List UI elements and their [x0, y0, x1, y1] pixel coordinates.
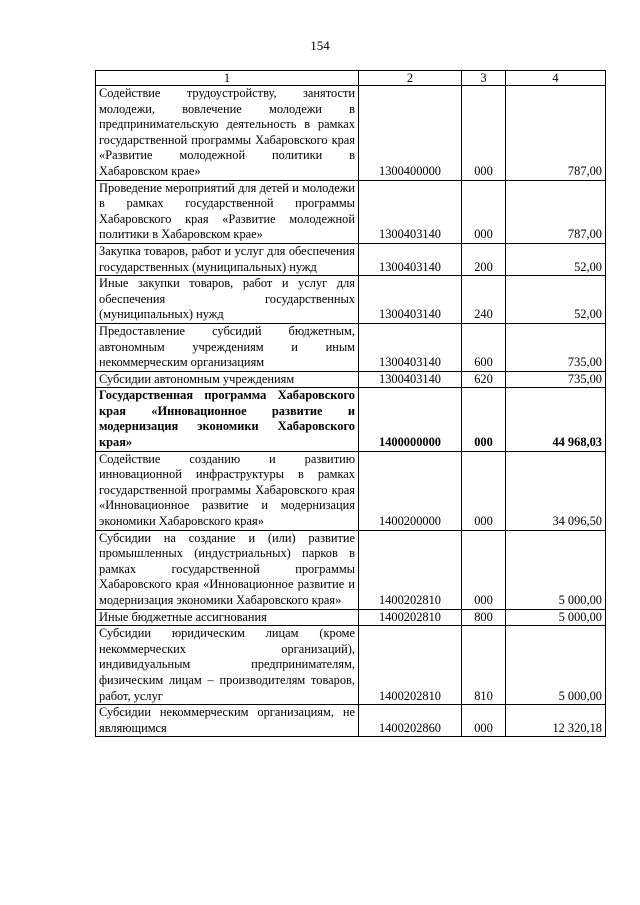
row-sum-cell: 787,00	[506, 180, 606, 243]
row-name-cell: Иные бюджетные ассигнования	[96, 609, 359, 626]
row-sum-cell: 12 320,18	[506, 705, 606, 737]
header-col-1: 1	[96, 71, 359, 86]
table-row	[96, 626, 606, 705]
row-sum-cell: 5 000,00	[506, 530, 606, 609]
row-name-cell: Иные закупки товаров, работ и услуг для обеспечения государственных (муниципальных) нужд	[96, 276, 359, 324]
row-type-cell: 600	[462, 323, 506, 371]
row-type-cell: 620	[462, 371, 506, 388]
row-code-cell: 1400202810	[359, 609, 462, 626]
table-row	[96, 451, 606, 530]
row-type-cell: 000	[462, 388, 506, 451]
row-type-cell: 810	[462, 626, 506, 705]
row-code-cell: 1400200000	[359, 451, 462, 530]
row-code-cell: 1300403140	[359, 180, 462, 243]
header-col-3: 3	[462, 71, 506, 86]
table-row	[96, 323, 606, 371]
row-name-cell: Субсидии юридическим лицам (кроме некоммерческих организаций), индивидуальным предпринимателям, физическим лицам – производителям товаров, работ, услуг	[96, 626, 359, 705]
table-header-row	[96, 71, 606, 86]
row-type-cell: 200	[462, 243, 506, 275]
header-col-2: 2	[359, 71, 462, 86]
row-code-cell: 1400202810	[359, 626, 462, 705]
header-col-4: 4	[506, 71, 606, 86]
row-name-cell: Субсидии на создание и (или) развитие промышленных (индустриальных) парков в рамках государственной программы Хабаровского края «Инновационное развитие и модернизация экономики Хабаровского края»	[96, 530, 359, 609]
row-code-cell: 1300403140	[359, 276, 462, 324]
table-row	[96, 530, 606, 609]
budget-table	[95, 70, 606, 737]
row-sum-cell: 34 096,50	[506, 451, 606, 530]
row-name-cell: Содействие созданию и развитию инновационной инфраструктуры в рамках государственной программы Хабаровского края «Инновационное развитие и модернизация экономики Хабаровского края»	[96, 451, 359, 530]
table-row	[96, 276, 606, 324]
row-name-cell: Содействие трудоустройству, занятости молодежи, вовлечение молодежи в предпринимательскую деятельность в рамках государственной программы Хабаровского края «Развитие молодежной политики в Хабаровском крае»	[96, 86, 359, 181]
row-type-cell: 800	[462, 609, 506, 626]
row-code-cell: 1400202860	[359, 705, 462, 737]
row-sum-cell: 44 968,03	[506, 388, 606, 451]
row-name-cell: Проведение мероприятий для детей и молодежи в рамках государственной программы Хабаровского края «Развитие молодежной политики в Хабаровском крае»	[96, 180, 359, 243]
row-name-cell: Предоставление субсидий бюджетным, автономным учреждениям и иным некоммерческим организациям	[96, 323, 359, 371]
table-row	[96, 609, 606, 626]
page-number: 154	[310, 38, 330, 53]
row-sum-cell: 735,00	[506, 371, 606, 388]
row-name-cell: Субсидии некоммерческим организациям, не являющимся	[96, 705, 359, 737]
row-type-cell: 000	[462, 530, 506, 609]
row-code-cell: 1300400000	[359, 86, 462, 181]
table-row	[96, 243, 606, 275]
row-code-cell: 1400202810	[359, 530, 462, 609]
row-sum-cell: 52,00	[506, 243, 606, 275]
table-row	[96, 86, 606, 181]
table-row	[96, 371, 606, 388]
row-name-cell: Государственная программа Хабаровского края «Инновационное развитие и модернизация экономики Хабаровского края»	[96, 388, 359, 451]
row-sum-cell: 52,00	[506, 276, 606, 324]
table-body	[96, 86, 606, 737]
row-name-cell: Закупка товаров, работ и услуг для обеспечения государственных (муниципальных) нужд	[96, 243, 359, 275]
row-type-cell: 000	[462, 86, 506, 181]
row-type-cell: 000	[462, 705, 506, 737]
row-sum-cell: 787,00	[506, 86, 606, 181]
row-sum-cell: 5 000,00	[506, 609, 606, 626]
row-type-cell: 240	[462, 276, 506, 324]
row-code-cell: 1400000000	[359, 388, 462, 451]
table-row	[96, 180, 606, 243]
table-row	[96, 705, 606, 737]
row-code-cell: 1300403140	[359, 323, 462, 371]
row-sum-cell: 735,00	[506, 323, 606, 371]
row-name-cell: Субсидии автономным учреждениям	[96, 371, 359, 388]
row-type-cell: 000	[462, 180, 506, 243]
row-type-cell: 000	[462, 451, 506, 530]
table-row	[96, 388, 606, 451]
row-code-cell: 1300403140	[359, 371, 462, 388]
row-code-cell: 1300403140	[359, 243, 462, 275]
row-sum-cell: 5 000,00	[506, 626, 606, 705]
